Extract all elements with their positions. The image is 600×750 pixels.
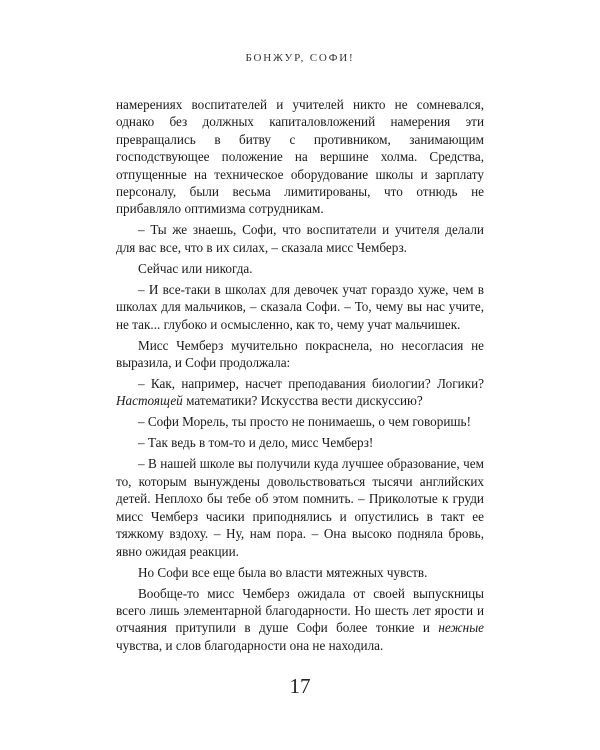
text-run: Но Софи все еще была во власти мятежных чувств. xyxy=(138,564,428,580)
text-run: – Ты же знаешь, Софи, что воспитатели и учителя делали для вас все, что в их силах, – сказала мисс Чемберз. xyxy=(116,222,484,255)
paragraph xyxy=(116,585,484,655)
paragraph xyxy=(116,221,484,256)
text-run: – Как, например, насчет преподавания биологии? Логики? xyxy=(138,376,484,392)
text-run: – Софи Морель, ты просто не понимаешь, о чем говоришь! xyxy=(138,414,471,430)
italic-emphasis: нежные xyxy=(438,620,484,636)
text-run: Мисс Чемберз мучительно покраснела, но несогласия не выразила, и Софи продолжала: xyxy=(116,337,484,371)
paragraph xyxy=(116,434,484,451)
text-run: математики? Искусства вести дискуссию? xyxy=(182,393,423,409)
text-run: намерениях воспитателей и учителей никто не сомневался, однако без должных капиталовложений намерения эти превращались в битву с противником, занимающим господствующее положение на вершине холма. Средства, отпущенные на техническое оборудование школы и зарплату персоналу, были весьма лимитированы, что отнюдь не прибавляло оптимизма сотрудникам. xyxy=(116,97,484,217)
running-head: БОНЖУР, СОФИ! xyxy=(245,52,355,64)
paragraph xyxy=(116,281,484,333)
text-run: Сейчас или никогда. xyxy=(138,260,253,276)
paragraph xyxy=(116,455,484,559)
text-run: Вообще-то мисс Чемберз ожидала от своей выпускницы всего лишь элементарной благодарности. Но шесть лет ярости и отчаяния притупили в душе Софи более тонкие и xyxy=(116,585,484,636)
text-run: – И все-таки в школах для девочек учат гораздо хуже, чем в школах для мальчиков, – сказала Софи. – То, чему вы нас учите, не так... глубоко и осмысленно, как то, чему учат мальчишек. xyxy=(116,281,484,332)
italic-emphasis: Настоящей xyxy=(116,393,183,409)
page-number: 17 xyxy=(289,674,311,698)
paragraph xyxy=(116,260,484,277)
text-run: чувства, и слов благодарности она не находила. xyxy=(116,637,384,653)
paragraph xyxy=(116,564,484,581)
text-run: – В нашей школе вы получили куда лучшее образование, чем то, которым вынуждены довольствоваться тысячи английских детей. Неплохо бы тебе об этом помнить. – Приколотые к груди мисс Чемберз часики приподнялись и опустились в такт ее тяжкому вздоху. – Ну, нам пора. – Она высоко подняла бровь, явно ожидая реакции. xyxy=(116,456,484,559)
body-text xyxy=(116,96,484,654)
paragraph xyxy=(116,375,484,410)
paragraph xyxy=(116,413,484,430)
paragraph xyxy=(116,337,484,372)
text-run: – Так ведь в том-то и дело, мисс Чемберз! xyxy=(138,435,374,451)
paragraph-continued xyxy=(116,96,484,218)
